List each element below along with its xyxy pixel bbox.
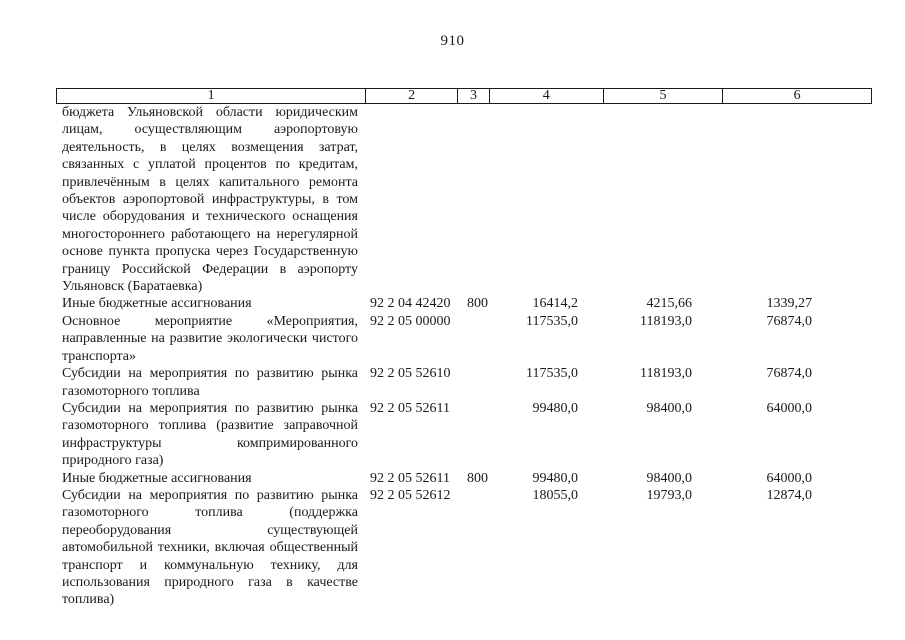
row-description: Иные бюджетные ассигнования [62, 296, 252, 312]
row-description: Субсидии на мероприятия по развитию рынка газомоторного топлива (развитие заправочной инфраструктуры компримированного природного газа) [62, 400, 358, 469]
table-header [56, 88, 872, 104]
row-amount-3: 76874,0 [766, 313, 812, 329]
table-row [0, 313, 905, 365]
row-code: 92 2 04 42420 [370, 296, 451, 312]
table-row [0, 104, 905, 295]
row-amount-3: 76874,0 [766, 366, 812, 382]
row-expense-type: 800 [467, 470, 488, 486]
row-code: 92 2 05 52611 [370, 400, 450, 416]
row-amount-2: 98400,0 [646, 400, 692, 416]
row-amount-2: 98400,0 [646, 470, 692, 486]
row-amount-2: 118193,0 [640, 366, 692, 382]
row-amount-2: 19793,0 [646, 487, 692, 503]
row-description: Основное мероприятие «Мероприятия, направленные на развитие экологически чистого транспорта» [62, 313, 358, 364]
header-col-5: 5 [604, 89, 724, 103]
row-code: 92 2 05 52610 [370, 366, 451, 382]
row-amount-3: 64000,0 [766, 400, 812, 416]
row-amount-1: 18055,0 [532, 487, 578, 503]
table-row [0, 295, 905, 312]
row-amount-3: 12874,0 [766, 487, 812, 503]
row-description: бюджета Ульяновской области юридическим лицам, осуществляющим аэропортовую деятельность, в целях возмещения затрат, связанных с уплатой процентов по кредитам, привлечённым в целях капитального ремонта объектов аэропортовой инфраструктуры, в том числе оборудования и технического оснащения многостороннего работающего на нерегулярной основе пункта пропуска через Государственную границу Российской Федерации в аэропорту Ульяновск (Баратаевка) [62, 105, 358, 295]
page-number: 910 [440, 33, 465, 49]
row-code: 92 2 05 52612 [370, 487, 451, 503]
header-col-1: 1 [57, 89, 366, 103]
table-row [0, 365, 905, 400]
table-row [0, 470, 905, 487]
row-amount-1: 117535,0 [526, 313, 578, 329]
row-amount-2: 4215,66 [646, 296, 692, 312]
header-col-2: 2 [366, 89, 458, 103]
row-description: Иные бюджетные ассигнования [62, 470, 252, 486]
table-row [0, 400, 905, 470]
table-body [0, 104, 905, 609]
row-amount-2: 118193,0 [640, 313, 692, 329]
row-amount-1: 99480,0 [532, 400, 578, 416]
row-amount-3: 64000,0 [766, 470, 812, 486]
header-col-4: 4 [490, 89, 604, 103]
row-amount-1: 16414,2 [532, 296, 578, 312]
row-amount-1: 117535,0 [526, 366, 578, 382]
row-amount-1: 99480,0 [532, 470, 578, 486]
row-amount-3: 1339,27 [766, 296, 812, 312]
row-code: 92 2 05 00000 [370, 313, 451, 329]
row-code: 92 2 05 52611 [370, 470, 450, 486]
row-description: Субсидии на мероприятия по развитию рынка газомоторного топлива [62, 366, 358, 399]
table-row [0, 487, 905, 609]
header-col-6: 6 [793, 88, 801, 103]
row-expense-type: 800 [467, 296, 488, 312]
header-col-3: 3 [458, 89, 490, 103]
row-description: Субсидии на мероприятия по развитию рынка газомоторного топлива (поддержка переоборудования существующей автомобильной техники, включая общественный транспорт и коммунальную технику, для использования природного газа в качестве топлива) [62, 487, 358, 608]
